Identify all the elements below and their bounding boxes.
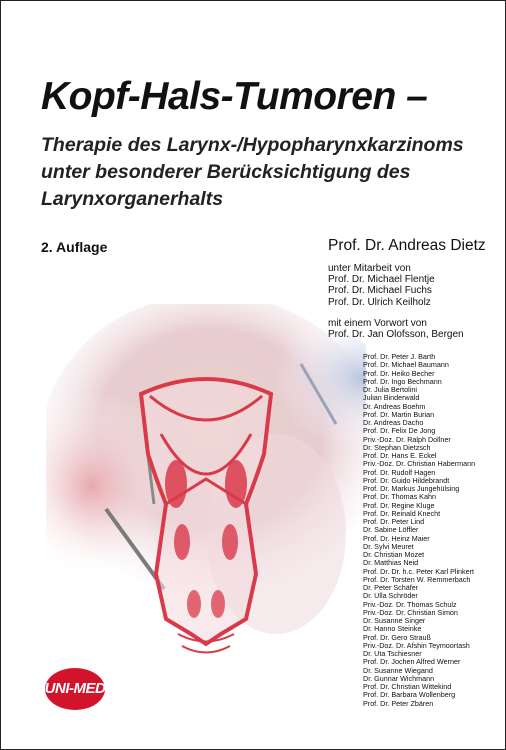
collaboration-block <box>328 263 435 308</box>
contributor-name: Dr. Julia Bertolini <box>363 385 417 394</box>
contributor-name: Prof. Dr. Reinald Knecht <box>363 508 441 518</box>
contributor-name: Prof. Dr. Dr. h.c. Peter Karl Plinkert <box>363 566 475 576</box>
foreword-author: Prof. Dr. Jan Olofsson, Bergen <box>328 329 464 341</box>
contributor-name: Priv.-Doz. Dr. Afshin Teymoortash <box>363 640 470 650</box>
contributor-name: Prof. Dr. Heinz Maier <box>363 533 430 543</box>
contributor-name: Prof. Dr. Peter Lind <box>363 517 425 526</box>
main-author: Prof. Dr. Andreas Dietz <box>328 237 486 254</box>
contributor-name: Prof. Dr. Michael Baumann <box>363 360 449 370</box>
contributor-list <box>363 353 475 708</box>
contributor-name: Dr. Ulla Schröder <box>363 591 418 601</box>
contributor-name: Prof. Dr. Torsten W. Remmerbach <box>363 574 471 584</box>
contributor-name: Prof. Dr. Rudolf Hagen <box>363 467 436 477</box>
foreword-block <box>328 318 464 340</box>
contributor-name: Prof. Dr. Markus Jungehülsing <box>363 484 460 493</box>
contributor-name: Dr. Hanno Steinke <box>363 624 422 634</box>
contributor-name: Prof. Dr. Jochen Alfred Werner <box>363 657 461 667</box>
contributor-name: Prof. Dr. Christian Wittekind <box>363 682 452 691</box>
contributor-name: Prof. Dr. Felix De Jong <box>363 426 436 436</box>
contributor-name: Prof. Dr. Peter Zbären <box>363 698 434 708</box>
contributor-name: Dr. Christian Mozet <box>363 550 425 559</box>
contributor-name: Dr. Susanne Wiegand <box>363 665 433 675</box>
contributor-name: Prof. Dr. Regine Kluge <box>363 500 435 510</box>
contributor-name: Dr. Sabine Löffler <box>363 525 419 535</box>
contributor-name: Priv.-Doz. Dr. Christian Habermann <box>363 459 476 469</box>
foreword-intro: mit einem Vorwort von <box>328 318 427 329</box>
contributor-name: Dr. Susanne Singer <box>363 616 426 625</box>
publisher-logo-text: UNI-MED <box>44 680 106 697</box>
book-subtitle <box>41 132 491 213</box>
contributor-name: Prof. Dr. Ingo Bechmann <box>363 376 442 386</box>
contributor-name: Dr. Peter Schäfer <box>363 583 419 592</box>
subtitle-line: Therapie des Larynx-/Hypopharynxkarzinoms <box>41 134 464 156</box>
contributor-name: Dr. Matthias Neid <box>363 558 419 568</box>
contributor-name: Priv.-Doz. Dr. Christian Simon <box>363 607 458 617</box>
contributor-name: Prof. Dr. Barbara Wollenberg <box>363 690 456 700</box>
contributor-name: Dr. Andreas Dacho <box>363 418 424 427</box>
contributor-name: Dr. Andreas Boehm <box>363 401 426 411</box>
contributor-name: Prof. Dr. Gero Strauß <box>363 632 431 642</box>
collaboration-intro: unter Mitarbeit von <box>328 263 411 274</box>
contributor-name: Prof. Dr. Hans E. Eckel <box>363 451 437 460</box>
contributor-name: Dr. Sylvi Meuret <box>363 541 414 551</box>
collaborator-name: Prof. Dr. Ulrich Keilholz <box>328 296 431 308</box>
contributor-name: Prof. Dr. Guido Hildebrandt <box>363 475 450 485</box>
contributor-name: Prof. Dr. Peter J. Barth <box>363 352 436 361</box>
contributor-name: Prof. Dr. Martin Burian <box>363 409 435 419</box>
edition-label: 2. Auflage <box>41 239 108 255</box>
contributor-name: Julian Binderwald <box>363 393 420 403</box>
contributor-name: Prof. Dr. Thomas Kahn <box>363 492 436 502</box>
contributor-name: Priv.-Doz. Dr. Thomas Schulz <box>363 599 457 609</box>
contributor-name: Priv.-Doz. Dr. Ralph Dollner <box>363 434 451 444</box>
subtitle-line: Larynxorganerhalts <box>41 188 224 210</box>
larynx-illustration <box>46 304 366 664</box>
contributor-name: Dr. Stephan Dietzsch <box>363 442 431 452</box>
collaborator-name: Prof. Dr. Michael Fuchs <box>328 285 432 297</box>
contributor-name: Prof. Dr. Heiko Becher <box>363 368 435 378</box>
contributor-name: Dr. Uta Tschiesner <box>363 649 422 658</box>
publisher-logo <box>37 667 113 711</box>
contributor-name: Dr. Gunnar Wichmann <box>363 673 435 683</box>
book-title: Kopf-Hals-Tumoren – <box>41 75 428 118</box>
subtitle-line: unter besonderer Berücksichtigung des <box>41 161 411 183</box>
collaborator-name: Prof. Dr. Michael Flentje <box>328 274 435 286</box>
